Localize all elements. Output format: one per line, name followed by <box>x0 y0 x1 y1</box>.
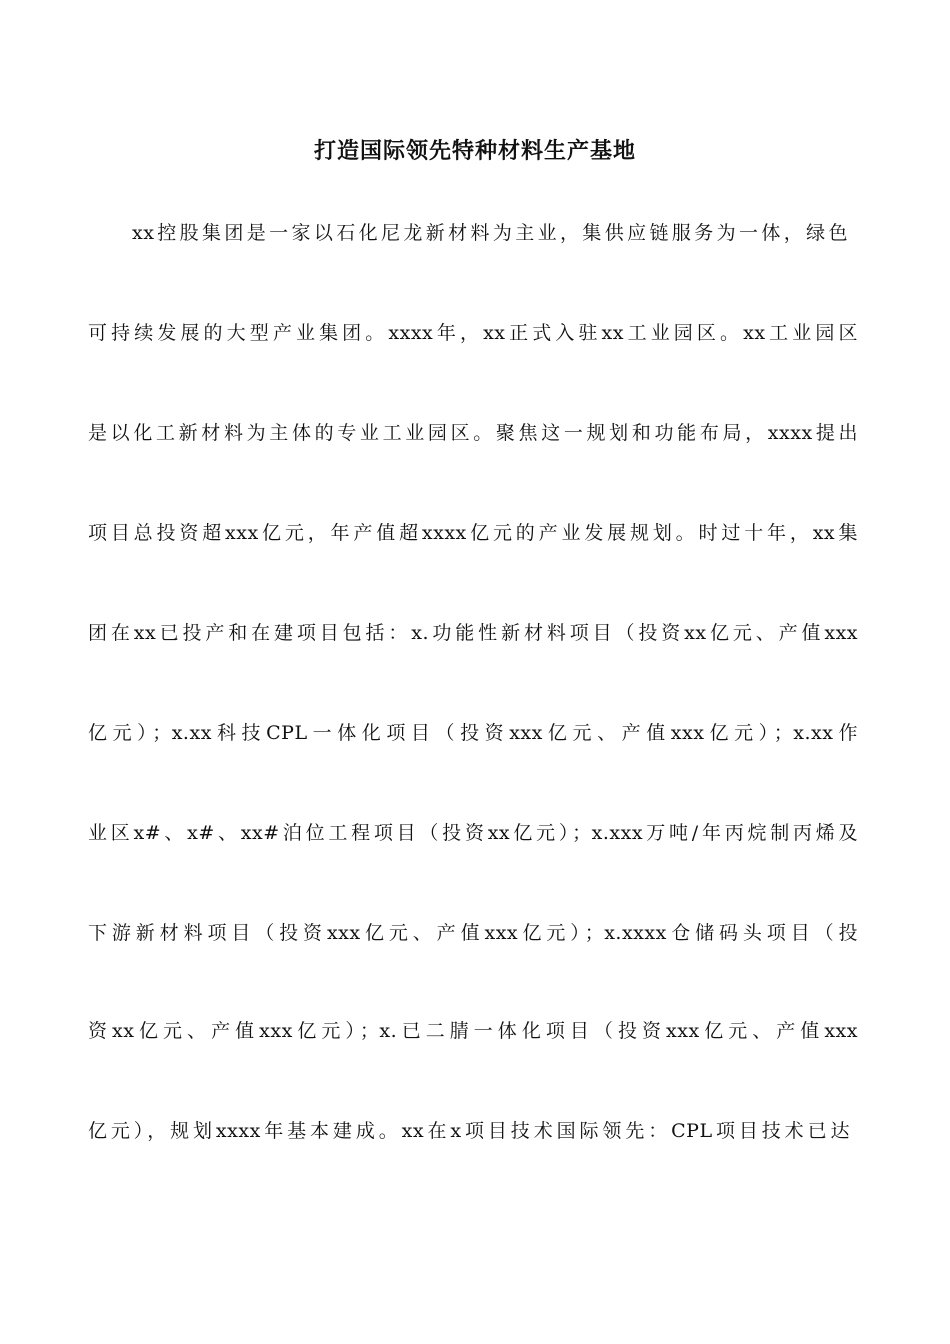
paragraph-line: 资xx亿元、产值xxx亿元）；x.已二腈一体化项目（投资xxx亿元、产值xxx <box>88 1020 858 1042</box>
paragraph-line: 是以化工新材料为主体的专业工业园区。聚焦这一规划和功能布局，xxxx提出 <box>88 422 858 444</box>
paragraph-line: xx控股集团是一家以石化尼龙新材料为主业，集供应链服务为一体，绿色 <box>132 222 848 244</box>
paragraph-line: 可持续发展的大型产业集团。xxxx年，xx正式入驻xx工业园区。xx工业园区 <box>88 322 858 344</box>
paragraph-line: 亿元），规划xxxx年基本建成。xx在x项目技术国际领先：CPL项目技术已达 <box>88 1120 850 1142</box>
paragraph-line: 亿元）；x.xx科技CPL一体化项目（投资xxx亿元、产值xxx亿元）；x.xx作 <box>88 722 858 744</box>
paragraph-line: 团在xx已投产和在建项目包括：x.功能性新材料项目（投资xx亿元、产值xxx <box>88 622 858 644</box>
paragraph-line: 项目总投资超xxx亿元，年产值超xxxx亿元的产业发展规划。时过十年，xx集 <box>88 522 858 544</box>
document-title: 打造国际领先特种材料生产基地 <box>313 138 636 164</box>
paragraph-line: 业区x#、x#、xx#泊位工程项目（投资xx亿元）；x.xxx万吨/年丙烷制丙烯及 <box>88 822 858 844</box>
paragraph-line: 下游新材料项目（投资xxx亿元、产值xxx亿元）；x.xxxx仓储码头项目（投 <box>88 922 858 944</box>
